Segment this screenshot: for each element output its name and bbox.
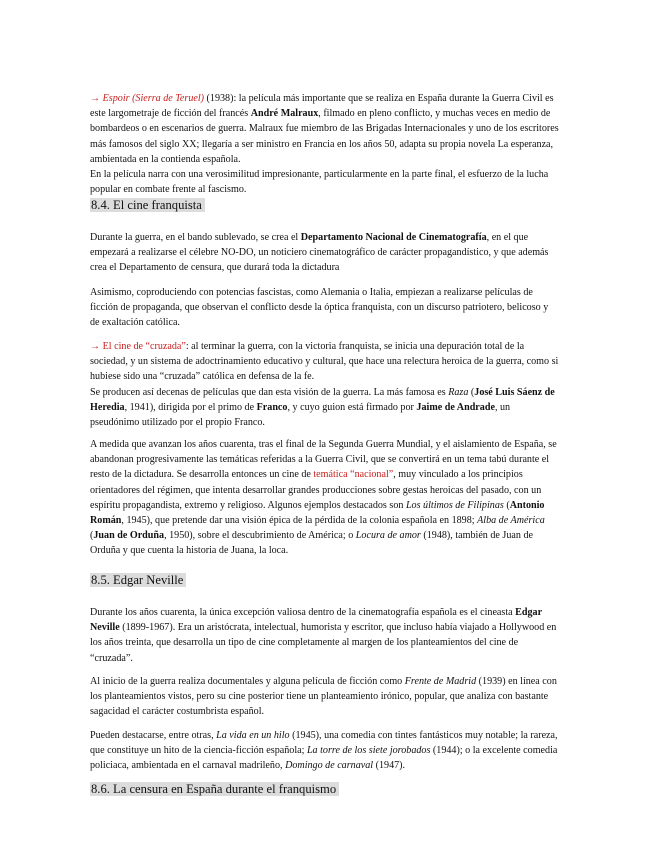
section-heading-8-4: 8.4. El cine franquista [90, 197, 205, 214]
director-saenz: José Luis Sáenz de Heredia [90, 386, 555, 413]
name-edgar-neville: Edgar Neville [90, 607, 542, 634]
film-title-raza: Raza [448, 386, 469, 398]
film-title-alba: Alba de América [477, 515, 545, 527]
name-jaime-andrade: Jaime de Andrade [416, 401, 495, 413]
tematica-nacional: temática “nacional” [313, 469, 394, 481]
paragraph-neville-films: Pueden destacarse, entre otras, La vida en un hilo (1945), una comedia con tintes fantásticos muy notable; la rareza, que constituye un hito de la ciencia-ficción española; La torre de los siete jorobados (1944); o la excelente comedia policiaca, ambientada en el carnaval madrileño, Domingo de carnaval (1947). [90, 730, 558, 772]
director-orduna: Juan de Orduña [93, 530, 165, 542]
paragraph-departamento: Durante la guerra, en el bando sublevado, se crea el Departamento Nacional de Cinematografía, en el que empezará a realizarse el célebre NO-DO, un noticiero cinematográfico de carácter propagandístico, y que además crea el Departamento de censura, que durará toda la dictadura [90, 232, 549, 274]
film-title-torre: La torre de los siete jorobados [306, 745, 431, 757]
name-franco: Franco [256, 401, 288, 413]
departamento-nacional: Departamento Nacional de Cinematografía [300, 232, 487, 243]
paragraph-cruzada: → El cine de “cruzada”: al terminar la guerra, con la victoria franquista, se inicia una depuración total de la sociedad, y un sistema de adoctrinamiento educativo y cultural, que hace una relectura heroica de la guerra, como si hubiese sido una “cruzada” católica en defensa de la fe. Se producen así decenas de películas que dan esta visión de la guerra. La más famosa es Raza (José Luis Sáenz de Heredia, 1941), dirigida por el primo de Franco, y cuyo guion está firmado por Jaime de Andrade, un pseudónimo utilizado por el propio Franco. [90, 339, 560, 430]
film-title-frente: Frente de Madrid [404, 676, 477, 687]
film-title-espoir: Espoir (Sierra de Teruel) [102, 93, 205, 104]
paragraph-anos-cuarenta: A medida que avanzan los años cuarenta, tras el final de la Segunda Guerra Mundial, y el aislamiento de España, se abandonan progresivamente las temáticas referidas a la Guerra Civil, que se convertirá en un tema tabú durante el resto de la dictadura. Se desarrolla entonces un cine de temática “nacional”, muy vinculado a los principios orientadores del régimen, que intenta desarrollar grandes producciones sobre gestas heroicas del pasado, con un espíritu propagandista, extremo y religioso. Algunos ejemplos destacados son Los últimos de Filipinas (Antonio Román, 1945), que pretende dar una visión épica de la pérdida de la colonia española en 1898; Alba de América (Juan de Orduña, 1950), sobre el descubrimiento de América; o Locura de amor (1948), también de Juan de Orduña y que cuenta la historia de Juana, la loca. [90, 439, 557, 557]
paragraph-neville-intro: Durante los años cuarenta, la única excepción valiosa dentro de la cinematografía española es el cineasta Edgar Neville (1899-1967). Era un aristócrata, intelectual, humorista y escritor, que incluso había viajado a Hollywood en los años treinta, que desarrolla un tipo de cine completamente al margen de los planteamientos del cine de “cruzada”. [90, 607, 557, 664]
paragraph-raza: Se producen así decenas de películas que dan esta visión de la guerra. La más famosa es Raza (José Luis Sáenz de Heredia, 1941), dirigida por el primo de Franco, y cuyo guion está firmado por Jaime de Andrade, un pseudónimo utilizado por el propio Franco. [90, 386, 555, 429]
film-title-vida-hilo: La vida en un hilo [216, 730, 290, 741]
film-title-filipinas: Los últimos de Filipinas [405, 499, 504, 511]
section-heading-8-6: 8.6. La censura en España durante el franquismo [90, 781, 339, 798]
paragraph-coproduciendo: Asimismo, coproduciendo con potencias fascistas, como Alemania o Italia, empiezan a realizarse películas de ficción de propaganda, que observan el conflicto desde la óptica franquista, con un discurso patriotero, belicoso y de exaltación católica. [90, 287, 549, 329]
espoir-text: → Espoir (Sierra de Teruel) (1938): la película más importante que se realiza en España durante la Guerra Civil es este largometraje de ficción del francés André Malraux, filmado en pleno conflicto, y muchas veces en medio de bombardeos o en escenarios de guerra. Malraux fue miembro de las Brigadas Internacionales y uno de los escritores más famosos del siglo XX; llegaría a ser ministro en Francia en los años 50, adapta su propia novela La esperanza, ambientada en la contienda española. [90, 93, 559, 165]
arrow-icon: → [90, 93, 101, 104]
espoir-paragraph [90, 91, 560, 197]
film-title-domingo: Domingo de carnaval [285, 760, 374, 772]
director-roman: Antonio Román [90, 499, 545, 527]
director-malraux: André Malraux [250, 108, 319, 120]
paragraph-neville-guerra: Al inicio de la guerra realiza documentales y alguna película de ficción como Frente de Madrid (1939) en línea con los planteamientos vistos, pero su cine posterior tiene un planteamiento irónico, popular, que analiza con bastante sagacidad el carácter costumbrista español. [90, 676, 557, 718]
film-title-locura: Locura de amor [355, 530, 421, 542]
section-heading-8-5: 8.5. Edgar Neville [90, 572, 186, 589]
cruzada-title: El cine de “cruzada” [102, 341, 186, 352]
arrow-icon: → [90, 341, 103, 352]
espoir-text-2: En la película narra con una verosimilitud impresionante, particularmente en la parte final, el esfuerzo de la lucha popular en combate frente al fascismo. [90, 169, 549, 196]
